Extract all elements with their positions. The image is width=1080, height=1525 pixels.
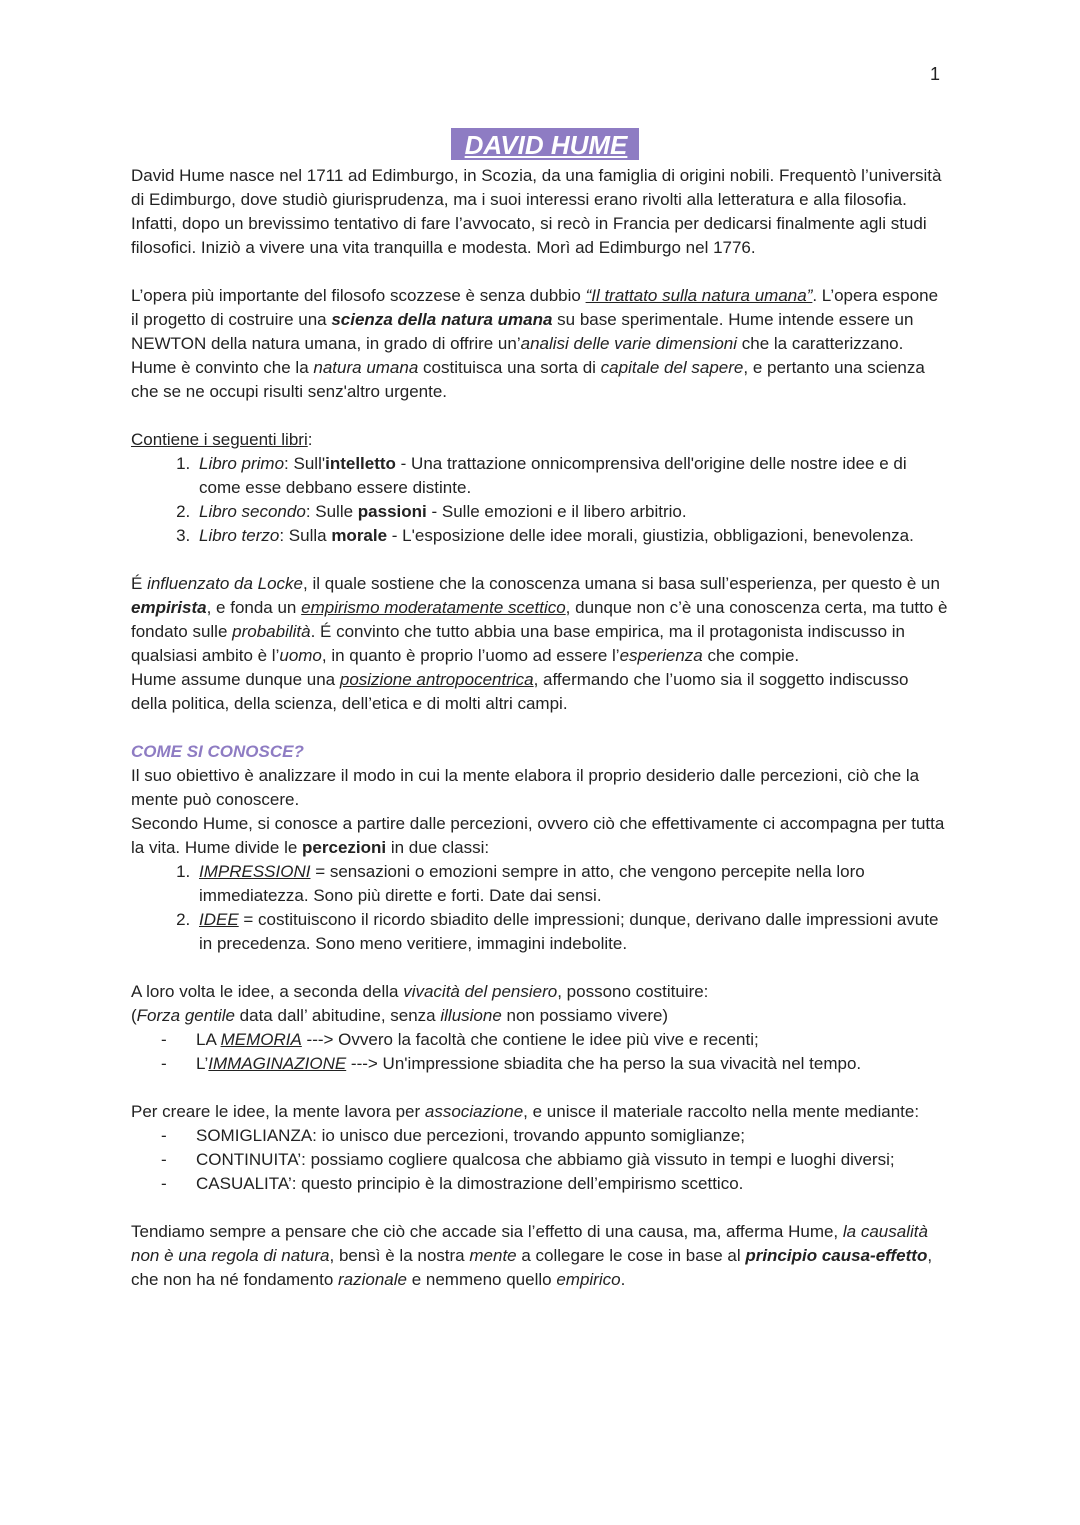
- list-item: 1. IMPRESSIONI = sensazioni o emozioni sempre in atto, che vengono percepite nella loro immediatezza. Sono più dirette e forti. Date dai sensi.: [195, 860, 949, 908]
- perceptions-list: [131, 860, 949, 956]
- paragraph-causality: Tendiamo sempre a pensare che ciò che accade sia l’effetto di una causa, ma, afferma Hume, la causalità non è una regola di natura, bensì è la nostra mente a collegare le cose in base al principio causa-effetto, che non ha né fondamento razionale e nemmeno quello empirico.: [131, 1222, 933, 1289]
- title-container: [131, 128, 949, 164]
- document-body: [131, 128, 949, 1292]
- list-item: - CONTINUITA’: possiamo cogliere qualcosa che abbiamo già vissuto in tempi e luoghi diversi;: [161, 1148, 949, 1172]
- page-number: 1: [930, 64, 941, 84]
- books-list: [131, 452, 949, 548]
- paragraph-anthropocentric: Hume assume dunque una posizione antropocentrica, affermando che l’uomo sia il soggetto indiscusso della politica, della scienza, dell’etica e di molti altri campi.: [131, 670, 909, 713]
- list-item: - SOMIGLIANZA: io unisco due percezioni, trovando appunto somiglianze;: [161, 1124, 949, 1148]
- paragraph-opera: L’opera più importante del filosofo scozzese è senza dubbio “Il trattato sulla natura umana”. L’opera espone il progetto di costruire una scienza della natura umana su base sperimentale. Hume intende essere un NEWTON della natura umana, in grado di offrire un’analisi delle varie dimensioni che la caratterizzano. Hume è convinto che la natura umana costituisca una sorta di capitale del sapere, e pertanto una scienza che se ne occupi risulti senz'altro urgente.: [131, 286, 939, 401]
- treatise-title: “Il trattato sulla natura umana”: [585, 286, 813, 305]
- section-heading: COME SI CONOSCE?: [131, 742, 304, 761]
- paragraph-biography: David Hume nasce nel 1711 ad Edimburgo, in Scozia, da una famiglia di origini nobili. Frequentò l’università di Edimburgo, dove studiò giurisprudenza, ma i suoi interessi erano rivolti alla letteratura e alla filosofia. Infatti, dopo un brevissimo tentativo di fare l’avvocato, si recò in Francia per dedicarsi finalmente agli studi filosofici. Iniziò a vivere una vita tranquilla e modesta. Morì ad Edimburgo nel 1776.: [131, 166, 942, 257]
- paragraph-objective: Il suo obiettivo è analizzare il modo in cui la mente elabora il proprio desiderio dalle percezioni, ciò che la mente può conoscere.: [131, 766, 920, 809]
- paragraph-habit: (Forza gentile data dall’ abitudine, senza illusione non possiamo vivere): [131, 1006, 669, 1025]
- paragraph-perceptions: Secondo Hume, si conosce a partire dalle percezioni, ovvero ciò che effettivamente ci accompagna per tutta la vita. Hume divide le percezioni in due classi:: [131, 814, 945, 857]
- list-item: 2. IDEE = costituiscono il ricordo sbiadito delle impressioni; dunque, derivano dalle impressioni avute in precedenza. Sono meno veritiere, immagini indebolite.: [195, 908, 949, 956]
- paragraph-locke: É influenzato da Locke, il quale sostiene che la conoscenza umana si basa sull’esperienza, per questo è un empirista, e fonda un empirismo moderatamente scettico, dunque non c’è una conoscenza certa, ma tutto è fondato sulle probabilità. É convinto che tutto abbia una base empirica, ma il protagonista indiscusso in qualsiasi ambito è l’uomo, in quanto è proprio l’uomo ad essere l’esperienza che compie.: [131, 574, 948, 665]
- list-item: - CASUALITA’: questo principio è la dimostrazione dell’empirismo scettico.: [161, 1172, 949, 1196]
- list-item: 1. Libro primo: Sull'intelletto - Una trattazione onnicomprensiva dell'origine delle nostre idee e di come esse debbano essere distinte.: [195, 452, 949, 500]
- principles-list: [131, 1124, 949, 1196]
- list-item: 3. Libro terzo: Sulla morale - L'esposizione delle idee morali, giustizia, obbligazioni, benevolenza.: [195, 524, 949, 548]
- list-item: 2. Libro secondo: Sulle passioni - Sulle emozioni e il libero arbitrio.: [195, 500, 949, 524]
- list-item: - LA MEMORIA ---> Ovvero la facoltà che contiene le idee più vive e recenti;: [161, 1028, 949, 1052]
- list-item: - L’IMMAGINAZIONE ---> Un'impressione sbiadita che ha perso la sua vivacità nel tempo.: [161, 1052, 949, 1076]
- paragraph-ideas: A loro volta le idee, a seconda della vivacità del pensiero, possono costituire:: [131, 982, 709, 1001]
- books-intro: Contiene i seguenti libri:: [131, 430, 313, 449]
- page-title: DAVID HUME: [451, 128, 640, 160]
- paragraph-association: Per creare le idee, la mente lavora per associazione, e unisce il materiale raccolto nella mente mediante:: [131, 1102, 920, 1121]
- faculties-list: [131, 1028, 949, 1076]
